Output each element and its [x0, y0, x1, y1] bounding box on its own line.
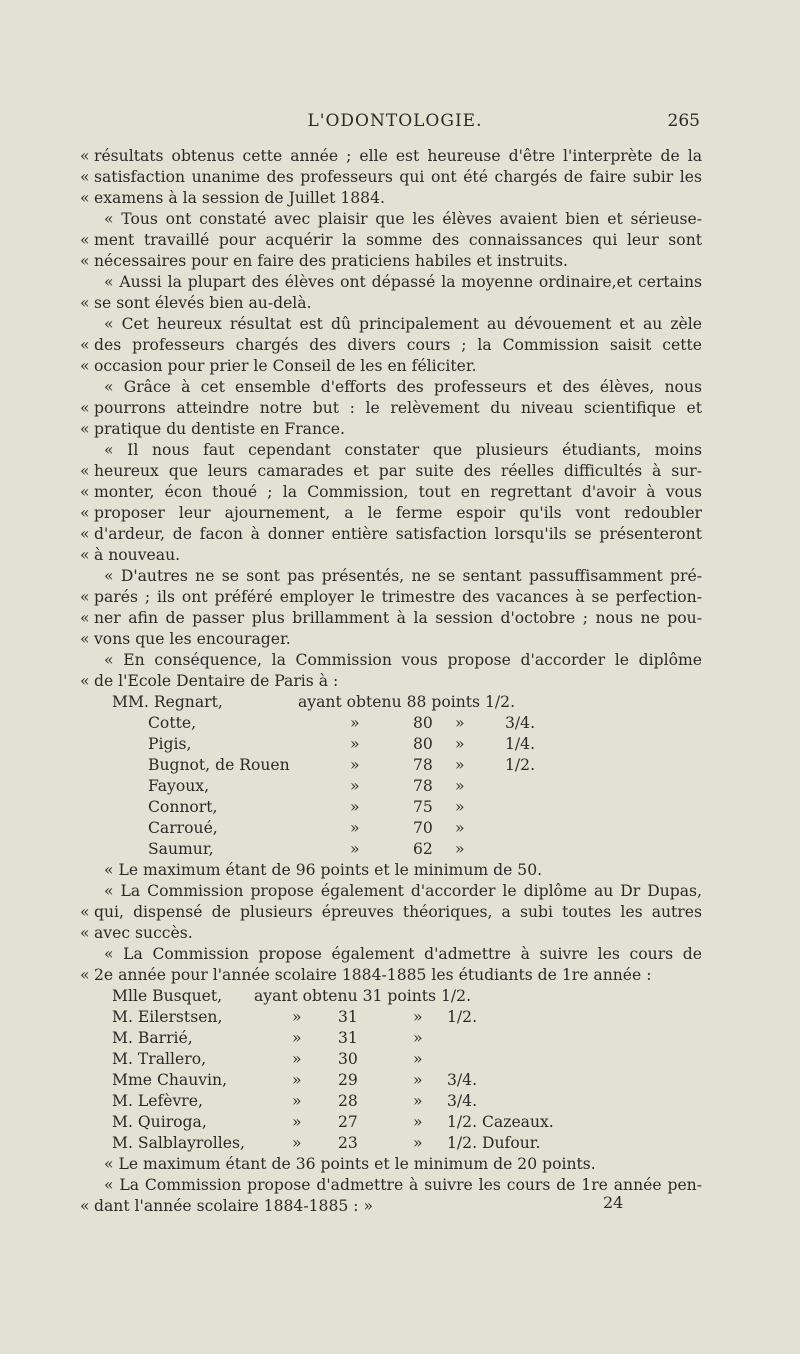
cell-b: 31 [338, 1029, 358, 1047]
cell-c: » [455, 798, 465, 816]
cell-c: » [455, 735, 465, 753]
cell-a: » [350, 735, 360, 753]
table-row [80, 776, 702, 797]
cell-a: » [292, 1071, 302, 1089]
cell-a: » [292, 1008, 302, 1026]
line-text: « D'autres ne se sont pas présentés, ne se sentant passuffisamment pré- [104, 567, 702, 585]
table-row [80, 1007, 702, 1028]
cell-c: » [413, 1050, 423, 1068]
line-text: « Tous ont constaté avec plaisir que les élèves avaient bien et sérieuse- [104, 210, 702, 228]
quote-mark: « [80, 630, 90, 648]
cell-c: » [413, 1029, 423, 1047]
table-row [80, 734, 702, 755]
cell-c: » [455, 777, 465, 795]
cell-name: M. Barrié, [112, 1029, 193, 1047]
cell-d: 1/2. [447, 1113, 478, 1131]
cell-b: 78 [413, 777, 433, 795]
quote-mark: « [80, 231, 90, 249]
line-text: satisfaction unanime des professeurs qui ont été chargés de faire subir les [94, 168, 702, 186]
line-text: à nouveau. [94, 546, 181, 564]
text-line [80, 902, 702, 923]
cell-a: » [292, 1134, 302, 1152]
line-text: « Le maximum étant de 96 points et le minimum de 50. [104, 861, 543, 879]
cell-d: 1/2. [447, 1134, 478, 1152]
line-text: « Grâce à cet ensemble d'efforts des professeurs et des élèves, nous [104, 378, 702, 396]
text-line [80, 524, 702, 545]
cell-a: » [350, 819, 360, 837]
line-text: « Il nous faut cependant constater que plusieurs étudiants, moins [104, 441, 702, 459]
text-line [80, 272, 702, 293]
line-text: des professeurs chargés des divers cours ; la Commission saisit cette [94, 336, 702, 354]
text-line [80, 923, 702, 944]
cell-name: M. Eilerstsen, [112, 1008, 223, 1026]
cell-name: Cotte, [148, 714, 197, 732]
cell-b: 27 [338, 1113, 358, 1131]
text-line [80, 251, 702, 272]
line-text: dant l'année scolaire 1884-1885 : » [94, 1197, 373, 1215]
line-text: proposer leur ajournement, a le ferme espoir qu'ils vont redoubler [94, 504, 702, 522]
cell-a: » [350, 798, 360, 816]
cell-name: M. Quiroga, [112, 1113, 207, 1131]
quote-mark: « [80, 462, 90, 480]
quote-mark: « [80, 525, 90, 543]
cell-b: 80 [413, 714, 433, 732]
quote-mark: « [80, 168, 90, 186]
page-body [80, 146, 702, 1217]
text-line [80, 419, 702, 440]
cell-c: » [455, 840, 465, 858]
line-text: heureux que leurs camarades et par suite des réelles difficultés à sur- [94, 462, 702, 480]
text-line [80, 566, 702, 587]
running-title: L'ODONTOLOGIE. [307, 111, 483, 131]
quote-mark: « [80, 588, 90, 606]
text-line [80, 608, 702, 629]
table-row [80, 986, 702, 1007]
quote-mark: « [80, 147, 90, 165]
text-line [80, 629, 702, 650]
text-line [80, 293, 702, 314]
text-line [80, 671, 702, 692]
cell-c: » [413, 1092, 423, 1110]
quote-mark: « [80, 924, 90, 942]
page-header [90, 111, 700, 137]
line-text: vons que les encourager. [94, 630, 291, 648]
admission-list [80, 986, 702, 1154]
text-line [80, 587, 702, 608]
quote-mark: « [80, 399, 90, 417]
quote-mark: « [80, 357, 90, 375]
text-line [80, 944, 702, 965]
cell-a: » [350, 777, 360, 795]
text-line [80, 545, 702, 566]
cell-b: 23 [338, 1134, 358, 1152]
line-text: ment travaillé pour acquérir la somme des connaissances qui leur sont [94, 231, 702, 249]
text-line [80, 377, 702, 398]
text-line [80, 167, 702, 188]
quote-mark: « [80, 1197, 90, 1215]
quote-mark: « [80, 672, 90, 690]
table-row [80, 692, 702, 713]
cell-b: 80 [413, 735, 433, 753]
cell-name: M. Lefèvre, [112, 1092, 203, 1110]
table-row [80, 1112, 702, 1133]
cell-c: » [413, 1113, 423, 1131]
paragraph-block-2 [80, 860, 702, 986]
table-row [80, 797, 702, 818]
text-line [80, 440, 702, 461]
cell-name: Connort, [148, 798, 218, 816]
text-line [80, 335, 702, 356]
text-line [80, 482, 702, 503]
cell-d: 3/4. [447, 1071, 478, 1089]
text-line [80, 146, 702, 167]
cell-name: Fayoux, [148, 777, 210, 795]
text-line [80, 356, 702, 377]
line-text: « La Commission propose également d'accorder le diplôme au Dr Dupas, [104, 882, 702, 900]
cell-d: 1/4. [505, 735, 536, 753]
text-line [80, 650, 702, 671]
cell-a: » [350, 756, 360, 774]
cell-c: » [413, 1134, 423, 1152]
text-line [80, 398, 702, 419]
cell-c: » [413, 1008, 423, 1026]
cell-b: 28 [338, 1092, 358, 1110]
cell-b: 70 [413, 819, 433, 837]
line-text: de l'Ecole Dentaire de Paris à : [94, 672, 339, 690]
text-line [80, 1154, 702, 1175]
text-line [80, 230, 702, 251]
line-text: « Cet heureux résultat est dû principalement au dévouement et au zèle [104, 315, 702, 333]
line-text: « En conséquence, la Commission vous propose d'accorder le diplôme [104, 651, 702, 669]
cell-a: ayant obtenu 31 points 1/2. [254, 987, 472, 1005]
line-text: pourrons atteindre notre but : le relèvement du niveau scientifique et [94, 399, 702, 417]
text-line [80, 881, 702, 902]
line-text: se sont élevés bien au-delà. [94, 294, 312, 312]
cell-c: » [455, 756, 465, 774]
cell-name: M. Salblayrolles, [112, 1134, 245, 1152]
cell-d: 3/4. [505, 714, 536, 732]
table-row [80, 1049, 702, 1070]
paragraph-block [80, 146, 702, 692]
table-row [80, 1028, 702, 1049]
quote-mark: « [80, 483, 90, 501]
quote-mark: « [80, 294, 90, 312]
cell-a: » [292, 1092, 302, 1110]
quote-mark: « [80, 609, 90, 627]
cell-name: Carroué, [148, 819, 218, 837]
quote-mark: « [80, 903, 90, 921]
table-row [80, 839, 702, 860]
cell-a: ayant obtenu 88 points 1/2. [298, 693, 516, 711]
table-row [80, 1070, 702, 1091]
cell-a: » [350, 714, 360, 732]
cell-name: Pigis, [148, 735, 192, 753]
cell-name: Mme Chauvin, [112, 1071, 228, 1089]
quote-mark: « [80, 420, 90, 438]
line-text: nécessaires pour en faire des praticiens habiles et instruits. [94, 252, 568, 270]
cell-d: 3/4. [447, 1092, 478, 1110]
table-row [80, 1091, 702, 1112]
line-text: examens à la session de Juillet 1884. [94, 189, 385, 207]
line-text: « La Commission propose également d'admettre à suivre les cours de [104, 945, 702, 963]
line-text: « Le maximum étant de 36 points et le minimum de 20 points. [104, 1155, 596, 1173]
cell-b: 62 [413, 840, 433, 858]
cell-name: Mlle Busquet, [112, 987, 223, 1005]
text-line [80, 860, 702, 881]
text-line [80, 503, 702, 524]
cell-a: » [350, 840, 360, 858]
line-text: « La Commission propose d'admettre à suivre les cours de 1re année pen- [104, 1176, 702, 1194]
line-text: ner afin de passer plus brillamment à la session d'octobre ; nous ne pou- [94, 609, 702, 627]
line-text: résultats obtenus cette année ; elle est heureuse d'être l'interprète de la [94, 147, 702, 165]
table-row [80, 713, 702, 734]
line-text: occasion pour prier le Conseil de les en féliciter. [94, 357, 477, 375]
text-line [80, 188, 702, 209]
line-text: monter, écon thoué ; la Commission, tout en regrettant d'avoir à vous [94, 483, 702, 501]
cell-name: MM. Regnart, [112, 693, 223, 711]
cell-name: M. Trallero, [112, 1050, 207, 1068]
cell-c: » [455, 714, 465, 732]
cell-name: Saumur, [148, 840, 214, 858]
quote-mark: « [80, 252, 90, 270]
cell-b: 29 [338, 1071, 358, 1089]
line-text: 2e année pour l'année scolaire 1884-1885 les étudiants de 1re année : [94, 966, 652, 984]
cell-c: » [455, 819, 465, 837]
text-line [80, 461, 702, 482]
cell-a: » [292, 1029, 302, 1047]
quote-mark: « [80, 189, 90, 207]
cell-e: Dufour. [482, 1134, 541, 1152]
table-row [80, 755, 702, 776]
quote-mark: « [80, 336, 90, 354]
diploma-list [80, 692, 702, 860]
cell-b: 30 [338, 1050, 358, 1068]
line-text: d'ardeur, de facon à donner entière satisfaction lorsqu'ils se présenteront [94, 525, 702, 543]
quote-mark: « [80, 966, 90, 984]
cell-a: » [292, 1050, 302, 1068]
quote-mark: « [80, 504, 90, 522]
text-line [80, 314, 702, 335]
cell-b: 31 [338, 1008, 358, 1026]
table-row [80, 1133, 702, 1154]
text-line [80, 209, 702, 230]
cell-d: 1/2. [447, 1008, 478, 1026]
line-text: qui, dispensé de plusieurs épreuves théoriques, a subi toutes les autres [94, 903, 702, 921]
cell-e: Cazeaux. [482, 1113, 554, 1131]
page-number: 265 [667, 111, 700, 131]
line-text: pratique du dentiste en France. [94, 420, 345, 438]
line-text: « Aussi la plupart des élèves ont dépassé la moyenne ordinaire,et certains [104, 273, 702, 291]
line-text: parés ; ils ont préféré employer le trimestre des vacances à se perfection- [94, 588, 702, 606]
cell-c: » [413, 1071, 423, 1089]
line-text: avec succès. [94, 924, 193, 942]
cell-b: 78 [413, 756, 433, 774]
cell-a: » [292, 1113, 302, 1131]
cell-name: Bugnot, de Rouen [148, 756, 290, 774]
cell-b: 75 [413, 798, 433, 816]
cell-d: 1/2. [505, 756, 536, 774]
table-row [80, 818, 702, 839]
quote-mark: « [80, 546, 90, 564]
signature-mark: 24 [603, 1193, 624, 1212]
text-line [80, 965, 702, 986]
